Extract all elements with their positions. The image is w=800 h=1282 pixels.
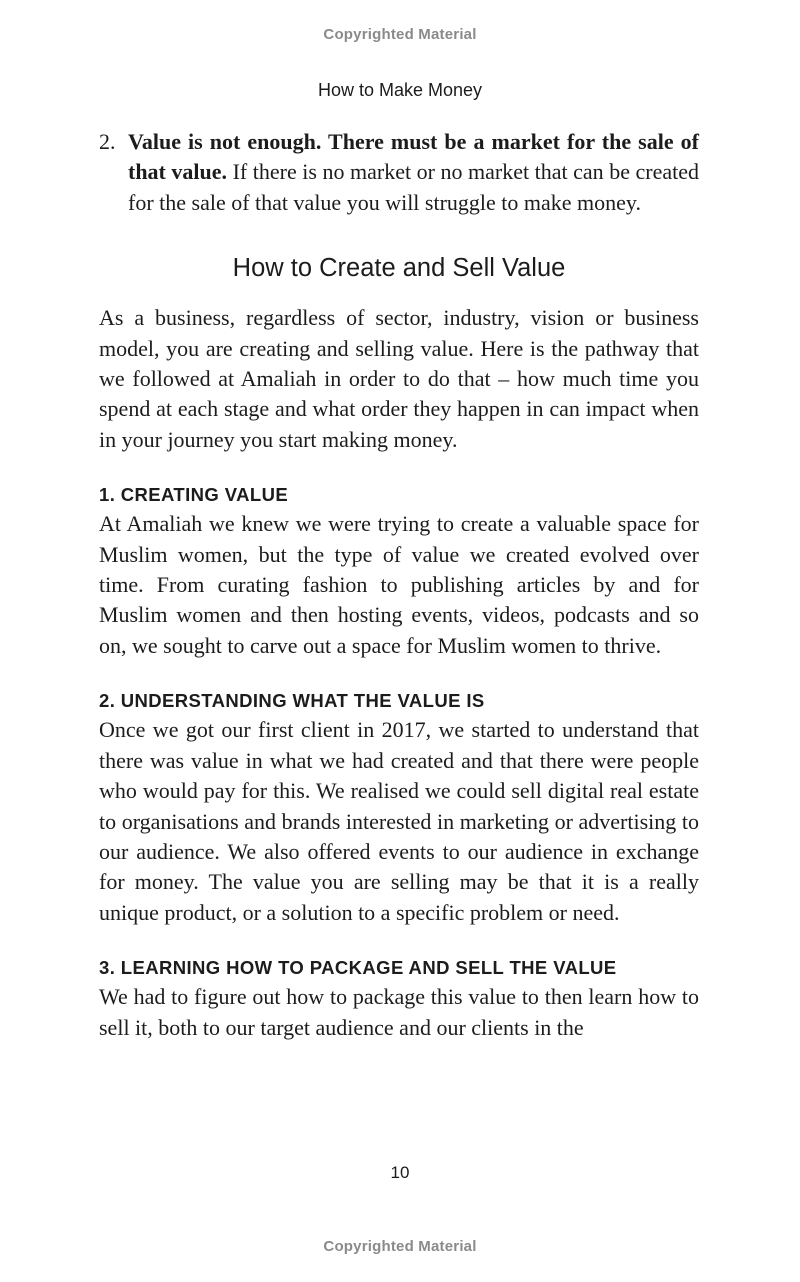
step-heading-1: 1. CREATING VALUE (99, 484, 289, 506)
list-item-text: If there is no market or no market that can be created for the sale of that value you will struggle to make money. (128, 159, 700, 215)
page-number: 10 (390, 1163, 410, 1182)
running-head: How to Make Money (317, 80, 483, 100)
step-heading-2: 2. UNDERSTANDING WHAT THE VALUE IS (99, 690, 485, 712)
step-body-1: At Amaliah we knew we were trying to create a valuable space for Muslim women, but the type of value we created evolved over time. From curating fashion to publishing articles by and for Muslim women and then hosting events, videos, podcasts and so on, we sought to carve out a space for Muslim women to thrive. (99, 511, 699, 658)
step-heading-3: 3. LEARNING HOW TO PACKAGE AND SELL THE VALUE (99, 957, 617, 979)
section-heading: How to Create and Sell Value (232, 254, 566, 283)
list-item-bold-text: Value is not enough. There must be a market for the sale of that value. (128, 129, 699, 185)
page-body (99, 127, 699, 1043)
step-body-2: Once we got our first client in 2017, we started to understand that there was value in what we had created and that there were people who would pay for this. We realised we could sell digital real estate to organisations and brands interested in marketing or advertising to our audience. We also offered events to our audience in exchange for money. The value you are selling may be that it is a really unique product, or a solution to a specific problem or need. (99, 717, 699, 925)
list-item-number: 2. (99, 129, 116, 154)
step-body-3: We had to figure out how to package this value to then learn how to sell it, both to our target audience and our clients in the (99, 984, 699, 1040)
intro-paragraph: As a business, regardless of sector, industry, vision or business model, you are creating and selling value. Here is the pathway that we followed at Amaliah in order to do that – how much time you spend at each stage and what order they happen in can impact when in your journey you start making money. (99, 305, 699, 452)
list-item (99, 127, 699, 218)
copyright-watermark-bottom: Copyrighted Material (323, 1238, 477, 1255)
copyright-watermark-top: Copyrighted Material (323, 26, 477, 43)
